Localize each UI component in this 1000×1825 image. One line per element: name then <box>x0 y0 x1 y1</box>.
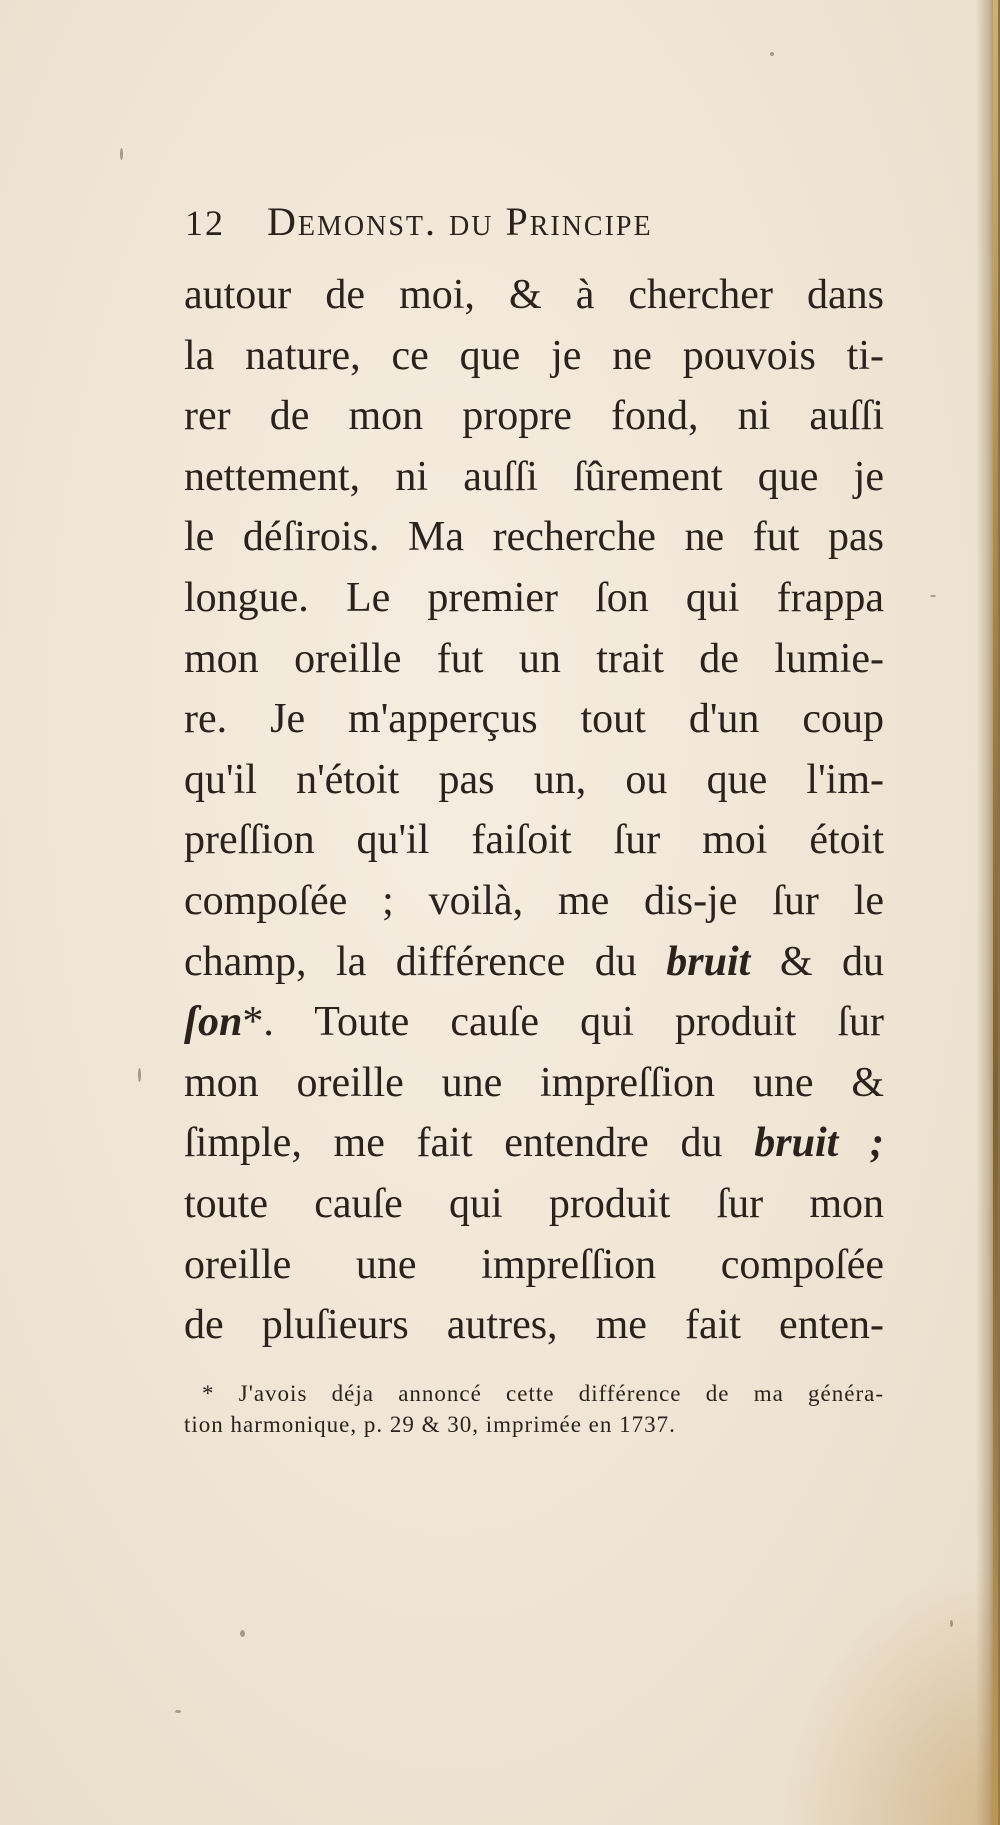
text-line: mon oreille une impreſſion une & <box>184 1059 884 1106</box>
text-line: toute cauſe qui produit ſur mon <box>184 1180 884 1227</box>
paper-stain <box>780 1565 1000 1825</box>
text-line: compoſée ; voilà, me dis-je ſur le <box>184 877 884 924</box>
text-line <box>184 1113 884 1174</box>
page-number: 12 <box>185 203 225 243</box>
footnote-line: tion harmonique, p. 29 & 30, imprimée en 1737. <box>184 1412 676 1437</box>
text-line: rer de mon propre fond, ni auſſi <box>184 393 884 440</box>
paper-speck <box>120 148 123 160</box>
paper-speck <box>770 52 774 56</box>
text-line: le déſirois. Ma recherche ne fut pas <box>184 514 884 561</box>
page-edge <box>993 0 998 1825</box>
body-text <box>184 265 884 1356</box>
text-run: *. Toute cauſe qui produit ſur <box>242 999 884 1046</box>
running-head <box>185 198 885 258</box>
emphasis: ſon <box>184 999 243 1046</box>
text-line: nettement, ni auſſi ſûrement que je <box>184 453 884 500</box>
running-title: Demonst. du Principe <box>267 199 653 244</box>
paper-speck <box>138 1068 141 1082</box>
text-line: autour de moi, & à chercher dans <box>184 272 884 318</box>
text-line <box>184 992 884 1053</box>
text-run: & du <box>750 938 885 985</box>
paper-speck <box>930 595 936 597</box>
text-run: champ, la différence du <box>184 938 667 985</box>
text-line: re. Je m'apperçus tout d'un coup <box>184 696 884 743</box>
emphasis: bruit ; <box>754 1120 884 1167</box>
text-line: oreille une impreſſion compoſée <box>184 1241 884 1288</box>
text-line: preſſion qu'il faiſoit ſur moi étoit <box>184 817 884 864</box>
text-line: la nature, ce que je ne pouvois ti- <box>184 332 884 379</box>
emphasis: bruit <box>666 938 751 985</box>
text-line: mon oreille fut un trait de lumie- <box>184 635 884 682</box>
footnote-line: * J'avois déja annoncé cette différence de ma généra- <box>202 1381 884 1406</box>
text-line: longue. Le premier ſon qui frappa <box>184 574 884 621</box>
footnote <box>184 1378 884 1440</box>
text-line <box>184 932 884 993</box>
text-line: qu'il n'étoit pas un, ou que l'im- <box>184 756 884 803</box>
paper-speck <box>240 1630 245 1637</box>
paper-speck <box>175 1710 181 1713</box>
text-run: ſimple, me fait entendre du <box>184 1120 755 1167</box>
paper-speck <box>950 1620 953 1627</box>
text-line: de pluſieurs autres, me fait enten- <box>184 1302 884 1349</box>
